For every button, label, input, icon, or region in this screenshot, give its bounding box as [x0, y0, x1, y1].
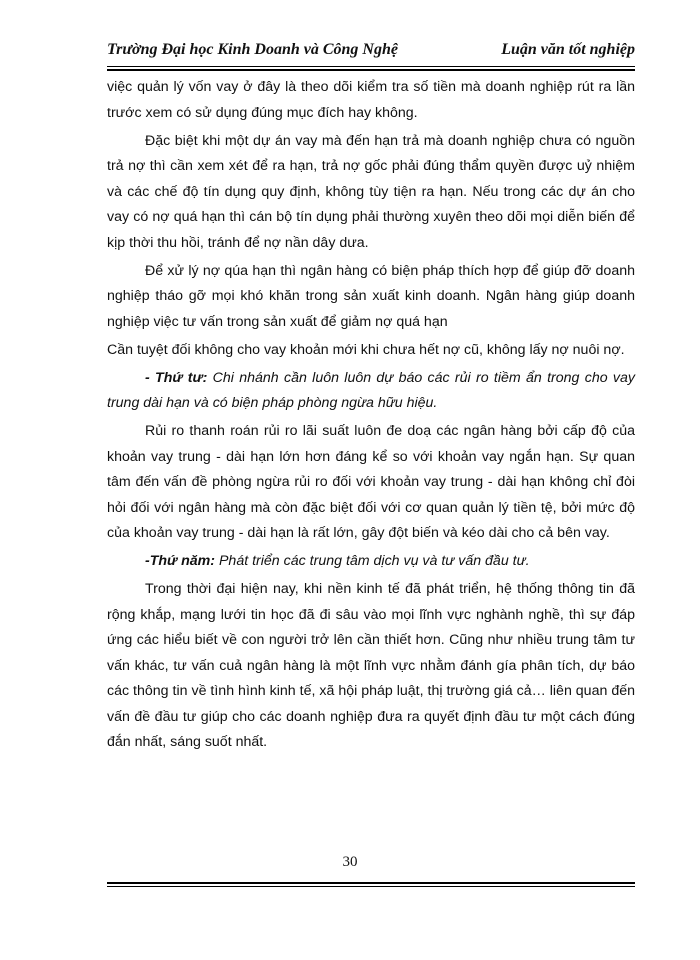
- section-heading-fourth-lead: - Thứ tư:: [145, 369, 208, 386]
- paragraph-loan-monitoring: việc quản lý vốn vay ở đây là theo dõi kiểm tra số tiền mà doanh nghiệp rút ra lần trước xem có sử dụng đúng mục đích hay không.: [107, 79, 635, 121]
- page-number: 30: [342, 854, 358, 870]
- header-school-name: Trường Đại học Kinh Doanh và Công Nghệ: [107, 41, 398, 58]
- footer-rule-thin: [107, 886, 635, 887]
- paragraph-consulting: Trong thời đại hiện nay, khi nền kinh tế đã phát triển, hệ thống thông tin đã rộng khắp, mạng lưới tin học đã đi sâu vào mọi lĩnh vực nghành nghề, thì sự đáp ứng các hiểu biết về con người trở lên cần thiết hơn. Cũng như nhiều trung tâm tư vấn khác, tư vấn cuả ngân hàng là một lĩnh vực nhằm đánh gía phân tích, dự báo các thông tin về tình hình kinh tế, xã hội pháp luật, thị trường giá cả… liên quan đến vấn đề đầu tư giúp cho các doanh nghiệp đưa ra quyết định đầu tư một cách đúng đắn nhất, sáng suốt nhất.: [107, 581, 635, 750]
- paragraph-risk: Rủi ro thanh roán rủi ro lãi suất luôn đe doạ các ngân hàng bởi cấp độ của khoản vay trung - dài hạn lớn hơn đáng kể so với khoản vay ngắn hạn. Sự quan tâm đến vấn đề phòng ngừa rủi ro đối với khoản vay trung - dài hạn không chỉ đòi hỏi đối với ngân hàng mà còn đặc biệt đối với cơ quan quản lý tiền tệ, bởi mức độ của khoản vay trung - dài hạn là rất lớn, gây đột biến và kéo dài cho cả bên vay.: [107, 423, 635, 541]
- section-heading-fourth-text: Chi nhánh cần luôn luôn dự báo các rủi ro tiềm ẩn trong cho vay trung dài hạn và có biện pháp phòng ngừa hữu hiệu.: [107, 369, 635, 411]
- paragraph-overdue-extension: Đặc biệt khi một dự án vay mà đến hạn trả mà doanh nghiệp chưa có nguồn trả nợ thì cần xem xét để ra hạn, trả nợ gốc phải đúng thẩm quyền được uỷ nhiệm và các chế độ tín dụng quy định, không tùy tiện ra hạn. Nếu trong các dự án cho vay có nợ quá hạn thì cán bộ tín dụng phải thường xuyên theo dõi mọi diễn biến để kịp thời thu hồi, tránh để nợ nần dây dưa.: [107, 132, 635, 251]
- footer-rule-thick: [107, 882, 635, 884]
- page-body: [107, 75, 635, 758]
- section-heading-fourth: [107, 366, 635, 417]
- header-rule-thin: [107, 66, 635, 67]
- paragraph-no-new-loans: Cần tuyệt đối không cho vay khoản mới khi chưa hết nợ cũ, không lấy nợ nuôi nợ.: [107, 341, 625, 358]
- section-heading-fifth: [107, 549, 635, 575]
- section-heading-fifth-text: Phát triển các trung tâm dịch vụ và tư vấn đầu tư.: [215, 553, 530, 569]
- paragraph-overdue-handling: Để xử lý nợ qúa hạn thì ngân hàng có biện pháp thích hợp để giúp đỡ doanh nghiệp tháo gỡ mọi khó khăn trong sản xuất kinh doanh. Ngân hàng giúp doanh nghiệp việc tư vấn trong sản xuất để giảm nợ quá hạn: [107, 262, 635, 330]
- page-header: [107, 41, 635, 63]
- header-rule-thick: [107, 69, 635, 71]
- section-heading-fifth-lead: -Thứ năm:: [145, 553, 216, 569]
- header-document-type: Luận văn tốt nghiệp: [501, 41, 635, 58]
